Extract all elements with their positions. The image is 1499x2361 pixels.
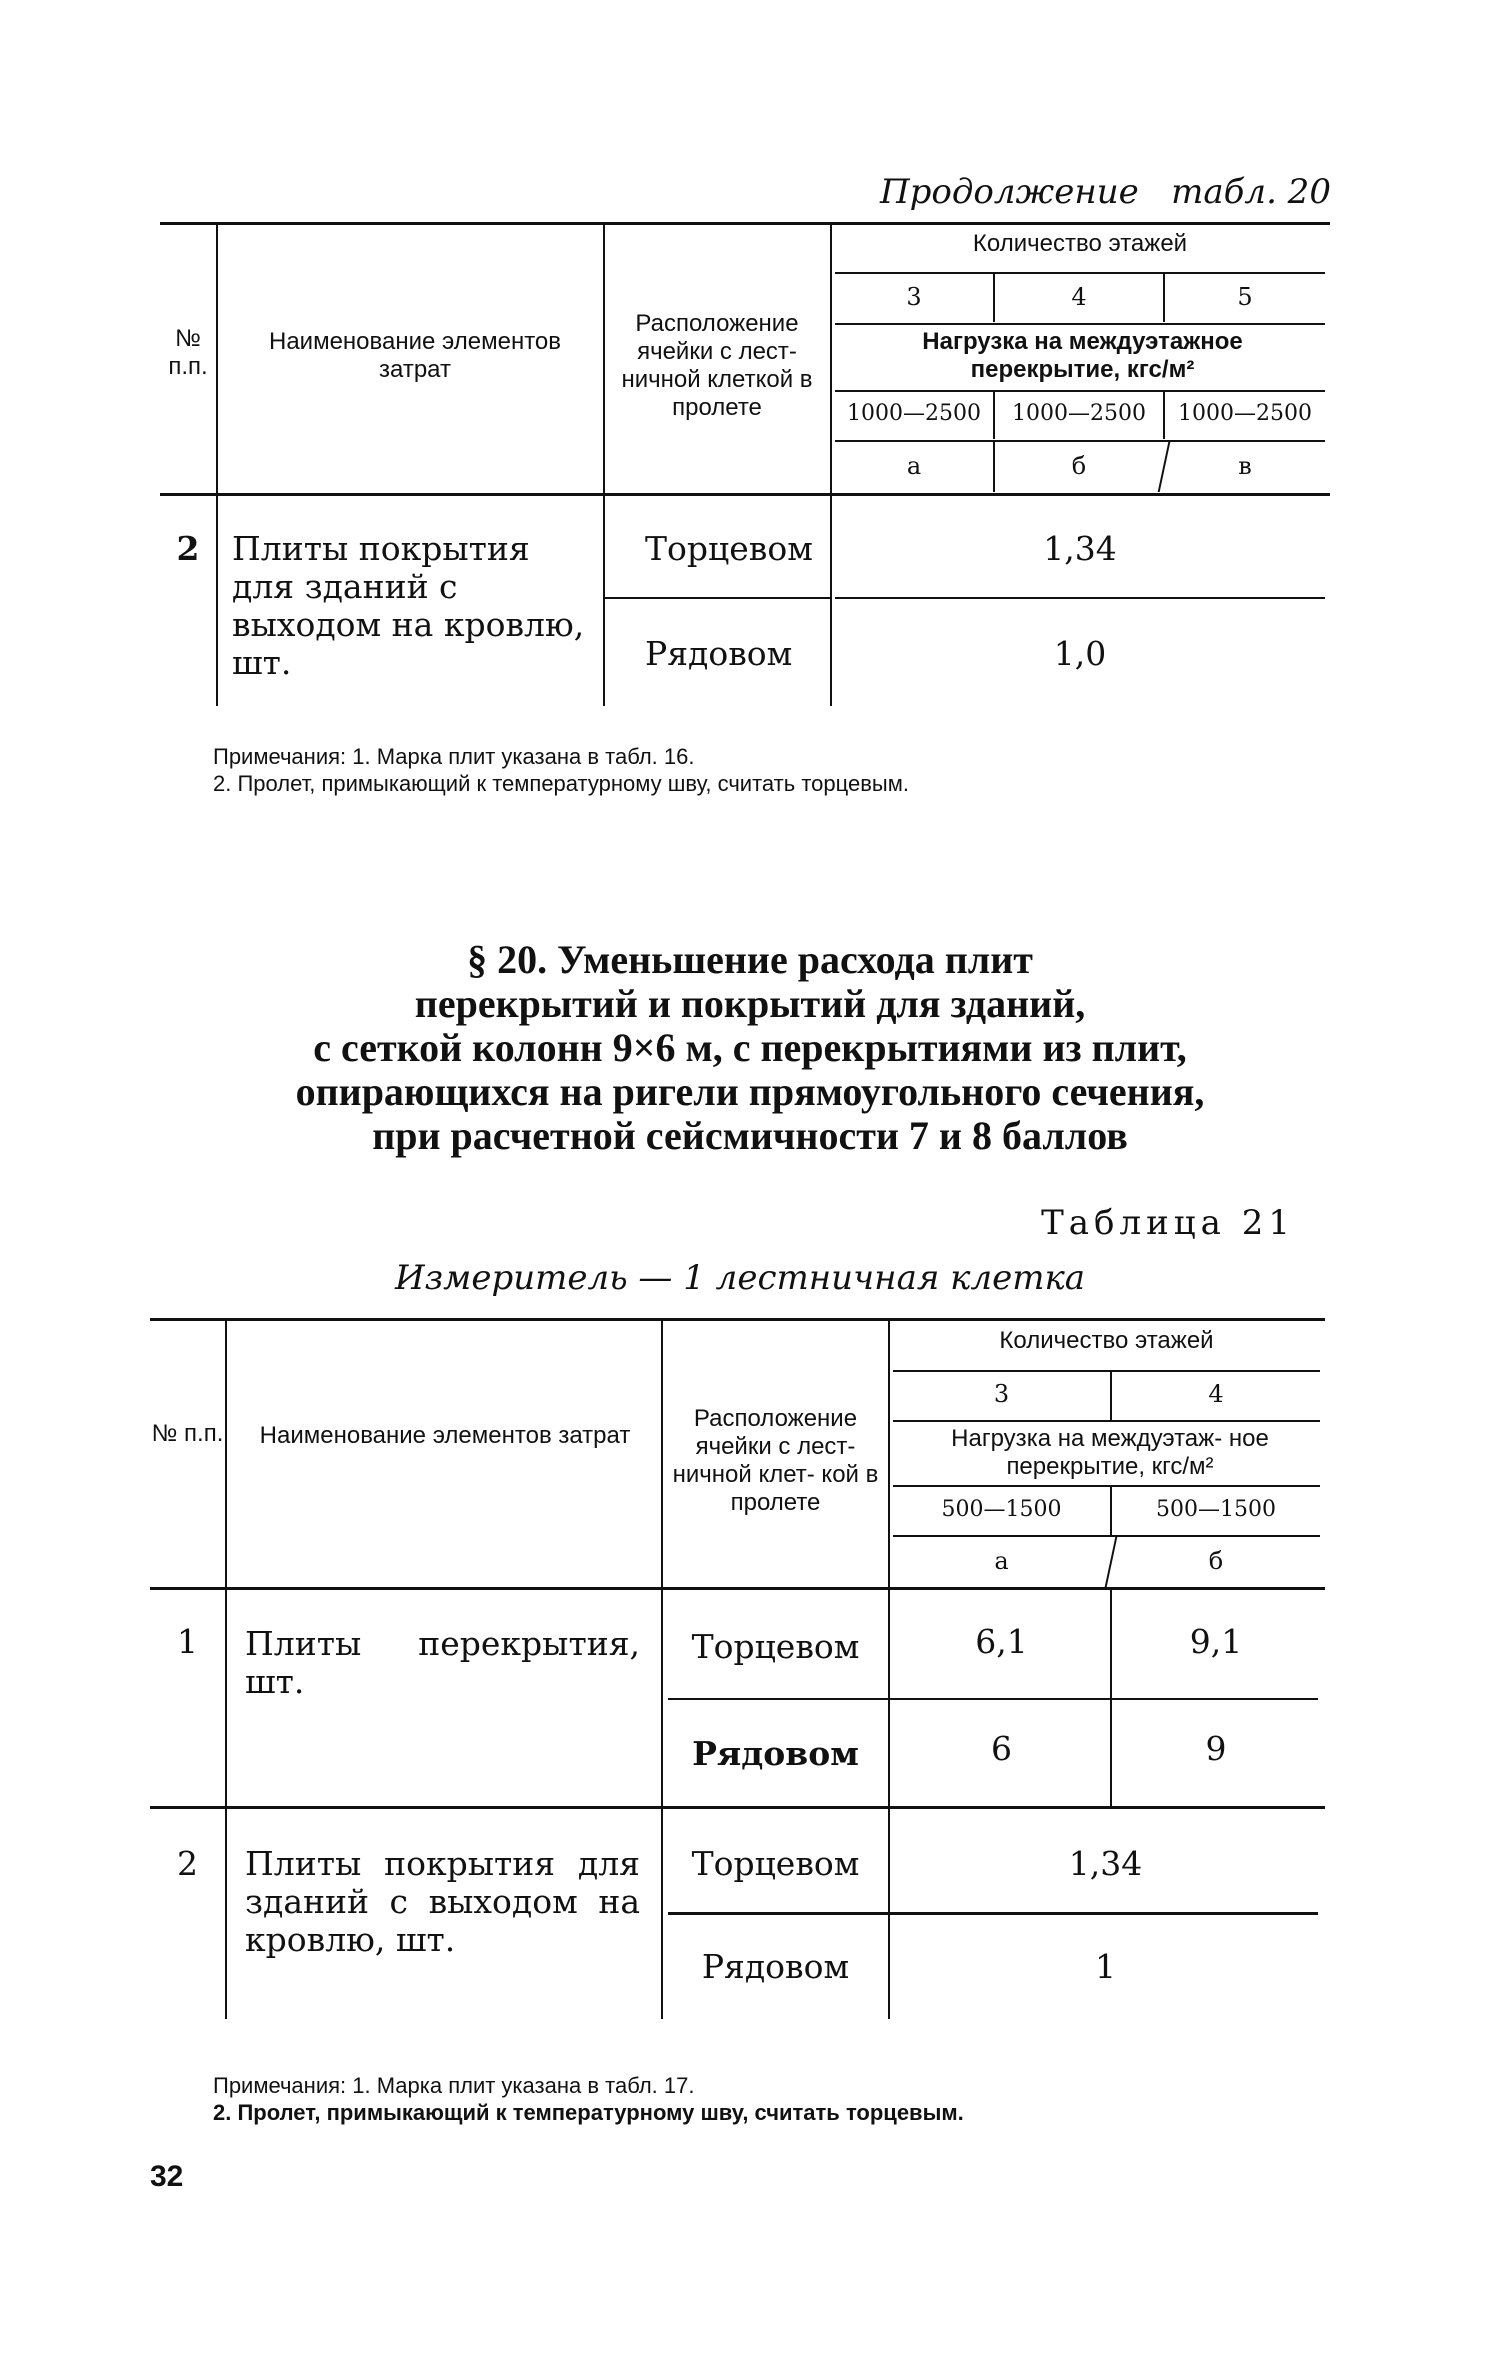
t21-row1-value-b-ordinary: 9 xyxy=(1205,1729,1227,1768)
section-heading-line-3: с сеткой колонн 9×6 м, с перекрытиями из плит, xyxy=(313,1025,1187,1070)
t21-row2-value-ordinary: 1 xyxy=(1095,1947,1116,1986)
t21-note-2: 2. Пролет, примыкающий к температурному шву, считать торцевым. xyxy=(213,2100,964,2125)
section-heading-line-4: опирающихся на ригели прямоугольного сечения, xyxy=(295,1069,1205,1114)
t21-letter-b: б xyxy=(1208,1547,1224,1575)
t20-floor-4: 4 xyxy=(1071,283,1087,311)
t21-label: Таблица 21 xyxy=(1041,1203,1295,1243)
t20-row-number: 2 xyxy=(176,529,200,568)
t21-floor-4: 4 xyxy=(1208,1380,1224,1408)
t21-note-1: Примечания: 1. Марка плит указана в табл. 17. xyxy=(213,2073,695,2098)
t21-row2-position-end: Торцевом xyxy=(691,1844,860,1883)
t20-note-2: 2. Пролет, примыкающий к температурному шву, считать торцевым. xyxy=(213,771,909,796)
t20-col-no: № п.п. xyxy=(168,325,208,380)
t20-row-name: Плиты покрытия для зданий с выходом на кровлю, шт. xyxy=(232,529,585,682)
t21-row1-value-b-end: 9,1 xyxy=(1189,1622,1243,1661)
t21-row1-value-a-end: 6,1 xyxy=(975,1622,1028,1661)
t21-floor-3: 3 xyxy=(993,1380,1010,1408)
t21-col-no: № п.п. xyxy=(151,1420,224,1447)
section-heading-line-5: при расчетной сейсмичности 7 и 8 баллов xyxy=(372,1113,1128,1158)
t20-load-c: 1000—2500 xyxy=(1178,401,1312,426)
t21-row2-name: Плиты покрытия для зданий с выходом на кровлю, шт. xyxy=(245,1844,640,1959)
continuation-caption: Продолжение табл. 20 xyxy=(880,172,1331,212)
t20-note-1: Примечания: 1. Марка плит указана в табл. 16. xyxy=(213,744,695,769)
t20-row-value-end: 1,34 xyxy=(1043,529,1117,568)
t21-row1-value-a-ordinary: 6 xyxy=(991,1729,1012,1768)
t21-row1-position-end: Торцевом xyxy=(691,1627,860,1666)
t21-load-header: Нагрузка на междуэтаж- ное перекрытие, кгс/м² xyxy=(951,1425,1269,1480)
section-heading-line-2: перекрытий и покрытий для зданий, xyxy=(414,981,1086,1026)
page-number: 32 xyxy=(150,2160,184,2193)
t20-letter-c: в xyxy=(1238,452,1252,480)
t20-col-position: Расположение ячейки с лест- ничной клеткой в пролете xyxy=(621,310,813,421)
t21-col-name: Наименование элементов затрат xyxy=(259,1422,631,1449)
t20-row-position-end: Торцевом xyxy=(645,529,813,568)
section-heading-line-1: § 20. Уменьшение расхода плит xyxy=(467,937,1033,982)
t20-load-header: Нагрузка на междуэтажное перекрытие, кгс/м² xyxy=(922,328,1243,383)
t20-letter-b: б xyxy=(1071,452,1087,480)
t21-load-a: 500—1500 xyxy=(941,1497,1062,1522)
t21-row2-position-ordinary: Рядовом xyxy=(701,1947,850,1986)
t21-row1-number: 1 xyxy=(177,1622,198,1661)
t20-row-position-ordinary: Рядовом xyxy=(645,634,793,673)
t21-load-b: 500—1500 xyxy=(1156,1497,1276,1522)
t21-letter-a: а xyxy=(994,1547,1009,1575)
t20-floor-3: 3 xyxy=(906,283,922,311)
t21-row2-number: 2 xyxy=(177,1844,198,1883)
t21-row2-value-end: 1,34 xyxy=(1068,1844,1143,1883)
t20-load-b: 1000—2500 xyxy=(1012,401,1146,426)
t21-col-position: Расположение ячейки с лест- ничной клет- кой в пролете xyxy=(672,1405,879,1516)
t21-row1-name: Плиты перекрытия, шт. xyxy=(245,1624,640,1701)
t21-row1-position-ordinary: Рядовом xyxy=(692,1734,859,1773)
t20-floor-5: 5 xyxy=(1237,283,1253,311)
t20-row-value-ordinary: 1,0 xyxy=(1053,634,1107,673)
t20-load-a: 1000—2500 xyxy=(847,401,981,426)
t20-floors-header: Количество этажей xyxy=(972,230,1188,257)
t21-measure: Измеритель — 1 лестничная клетка xyxy=(394,1258,1086,1298)
t20-letter-a: а xyxy=(906,452,922,480)
t21-floors-header: Количество этажей xyxy=(999,1327,1214,1354)
t20-col-name: Наименование элементов затрат xyxy=(268,328,562,383)
